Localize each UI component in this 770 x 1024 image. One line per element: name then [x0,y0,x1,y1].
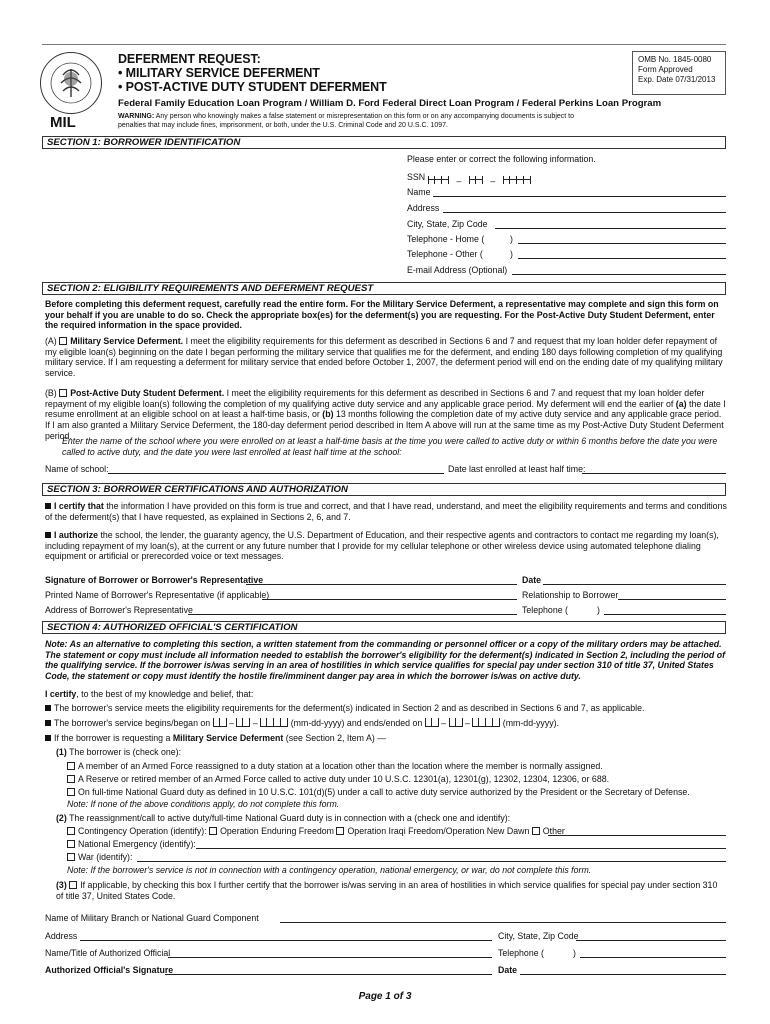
official-name-label: Name/Title of Authorized Official [45,948,171,958]
page-number: Page 1 of 3 [358,991,412,1002]
phone-other-field[interactable] [518,258,726,259]
official-telephone-paren: ) [573,948,576,958]
bullet-3-a: If the borrower is requesting a [54,733,171,743]
name-field[interactable] [433,196,726,197]
question-2 [56,813,510,824]
form-title: DEFERMENT REQUEST: [118,52,261,66]
borrower-signature-field[interactable] [246,584,517,585]
city-field[interactable] [495,228,726,229]
q2-other-field[interactable] [548,835,726,836]
rep-telephone-paren: ) [597,605,600,615]
relationship-field[interactable] [618,599,726,600]
bullet-square [45,532,51,538]
date-dash: – [252,718,258,728]
q2-other-checkbox[interactable] [532,827,540,835]
top-rule [42,44,726,45]
q1-option-2 [67,774,609,785]
q2-iraqi-freedom-text: Operation Iraqi Freedom/Operation New Dawn [347,826,530,836]
official-signature-label: Authorized Official's Signature [45,965,174,975]
official-signature-field[interactable] [165,974,492,975]
q2-national-emergency-checkbox[interactable] [67,840,75,848]
official-bullet-2 [45,718,559,729]
option-a-checkbox[interactable] [59,337,67,345]
q2-option-2 [67,839,196,850]
phone-home-paren: ) [510,234,513,244]
last-enrolled-field[interactable] [582,473,726,474]
q1-option-1 [67,761,603,772]
option-a-label: (A) [45,336,57,346]
question-3-label: (3) [56,880,67,890]
q1-option-3-text: On full-time National Guard duty as defined in 10 U.S.C. 101(d)(5) under a call to active duty service authorized by the President or the Secretary of Defense. [78,787,690,797]
q2-contingency-text: Contingency Operation (identify): [78,826,207,836]
official-name-field[interactable] [168,957,492,958]
service-end-field[interactable] [425,718,501,728]
section1-intro: Please enter or correct the following information. [407,154,596,164]
official-bullet-3 [45,733,386,744]
service-end-label: (mm-dd-yyyy) and ends/ended on [290,718,423,728]
official-address-label: Address [45,931,78,941]
department-seal [40,52,102,114]
option-b-a: (a) [675,398,687,409]
section2-intro: Before completing this deferment request, carefully read the entire form. For the Military Service Deferment, a representative may complete and sign this form on your behalf if you are unable to do so. Check the appropriate box(es) for the deferment(s) you are requesting. For the Post-Active Duty Student Deferment, enter the required information in the space provided. [45,299,719,331]
q2-war-text: War (identify): [78,852,133,862]
option-b [45,388,727,442]
q1-option-2-checkbox[interactable] [67,775,75,783]
service-end-format: (mm-dd-yyyy). [502,718,559,728]
certify-text: the information I have provided on this form is true and correct, and that I have read, understand, and meet the eligibility requirements and terms and conditions of the deferment(s) that I have requested, as explained in Sections 2, 6, and 7. [45,501,727,522]
question-1-text: The borrower is (check one): [69,747,182,757]
service-begin-label: The borrower's service begins/began on [54,718,211,728]
school-field[interactable] [108,473,444,474]
date-dash: – [441,718,447,728]
q2-enduring-freedom-text: Operation Enduring Freedom [220,826,334,836]
q2-contingency-checkbox[interactable] [67,827,75,835]
address-field[interactable] [443,212,726,213]
last-enrolled-label: Date last enrolled at least half time: [448,464,586,474]
q2-option-3 [67,852,132,863]
borrower-date-label: Date [522,575,542,585]
warning-body: Any person who knowingly makes a false statement or misrepresentation on this form or on any accompanying documents is subject to penalties that may include fines, imprisonment, or both, under the U.S. Criminal Code and 20 U.S.C. 1097. [118,113,574,129]
official-city-field[interactable] [576,940,726,941]
official-address-field[interactable] [80,940,492,941]
bullet-square [45,705,51,711]
bullet-square [45,503,51,509]
question-1 [56,747,181,758]
official-bullet-1 [45,703,644,714]
question-1-label: (1) [56,747,67,757]
phone-home-label: Telephone - Home ( [407,234,485,244]
official-city-label: City, State, Zip Code [498,931,579,941]
official-certify-bold: I certify [45,689,77,699]
option-b-text-2: the date I resume enrollment at an eligible school on at least a half-time basis, or [45,398,726,420]
q2-national-emergency-text: National Emergency (identify): [78,839,196,849]
bullet-square [45,735,51,741]
bullet-3-b: (see Section 2, Item A) — [285,733,387,743]
email-field[interactable] [512,274,726,275]
official-telephone-field[interactable] [580,957,726,958]
service-begin-field[interactable] [213,718,289,728]
phone-home-field[interactable] [518,243,726,244]
official-certify-text: , to the best of my knowledge and belief, that: [76,689,254,699]
option-b-checkbox[interactable] [59,389,67,397]
section1-header: SECTION 1: BORROWER IDENTIFICATION [42,136,726,149]
option-b-label: (B) [45,388,57,398]
question-3 [56,880,726,901]
authorize-text: the school, the lender, the guaranty agency, the U.S. Department of Education, and their respective agents and contractors to contact me regarding my loan(s), including repayment of my loan(s), at the current or any future number that I provide for my cellular telephone or other wireless device using automated telephone dialing equipment or artificial or prerecorded voice or text messages. [45,530,719,562]
section4-header: SECTION 4: AUTHORIZED OFFICIAL'S CERTIFICATION [42,621,726,634]
official-date-label: Date [498,965,518,975]
program-line: Federal Family Education Loan Program / William D. Ford Federal Direct Loan Program / Federal Perkins Loan Program [118,98,662,109]
name-label: Name [407,187,431,197]
form-subtitle-post-active: • POST-ACTIVE DUTY STUDENT DEFERMENT [118,80,387,94]
rep-address-field[interactable] [188,614,517,615]
q1-option-2-text: A Reserve or retired member of an Armed Force called to active duty under 10 U.S.C. 12301(a), 12301(g), 12302, 12304, 12306, or 688. [78,774,610,784]
rep-telephone-field[interactable] [604,614,726,615]
printed-name-field[interactable] [262,599,517,600]
question-2-label: (2) [56,813,67,823]
q2-iraqi-freedom-checkbox[interactable] [336,827,344,835]
phone-other-label: Telephone - Other ( [407,249,483,259]
bullet-square [45,720,51,726]
address-label: Address [407,203,440,213]
city-label: City, State, Zip Code [407,219,488,229]
q1-option-3-checkbox[interactable] [67,788,75,796]
omb-box [632,51,726,95]
q1-option-1-checkbox[interactable] [67,762,75,770]
certify-paragraph [45,501,727,522]
q2-enduring-freedom-checkbox[interactable] [209,827,217,835]
omb-approved: Form Approved [638,65,693,74]
omb-number: OMB No. 1845-0080 [638,55,712,64]
option-b-instruction: Enter the name of the school where you were enrolled on at least a half-time basis at the time you were called to active duty or within 6 months before the date you were called to active duty, and the date you were last enrolled at least half time at the school: [62,436,718,457]
question-2-text: The reassignment/call to active duty/full-time National Guard duty is in connection with a (check one and identify): [69,813,511,823]
official-telephone-label: Telephone ( [498,948,544,958]
borrower-signature-label: Signature of Borrower or Borrower's Representative [45,575,264,585]
q1-option-1-text: A member of an Armed Force reassigned to a duty station at a location other than the location where the member is normally assigned. [78,761,603,771]
option-a-title: Military Service Deferment. [70,336,184,346]
q2-war-checkbox[interactable] [67,853,75,861]
option-b-title: Post-Active Duty Student Deferment. [70,388,225,398]
rep-telephone-label: Telephone ( [522,605,568,615]
branch-field[interactable] [280,922,726,923]
question-3-text: If applicable, by checking this box I further certify that the borrower is/was serving in an area of hostilities in which service qualifies for special pay under section 310 of title 37, United States Code. [56,880,718,901]
branch-label: Name of Military Branch or National Guard Component [45,913,259,923]
option-a-text: I meet the eligibility requirements for this deferment as described in Sections 6 and 7 and request that my loan holder defer repayment of my eligible loan(s) beginning on the date I began performing the military service that qualifies me for the deferment, and ending 180 days following completion of my qualifying military service. If I am requesting a deferment for military service that ended before October 1, 2007, the deferment period will end on the ending date of my qualifying military service. [45,336,723,379]
school-label: Name of school: [45,464,109,474]
section2-header: SECTION 2: ELIGIBILITY REQUIREMENTS AND DEFERMENT REQUEST [42,282,726,295]
q2-option-1 [67,826,565,837]
q2-other-text: Other [542,826,565,836]
q1-note: Note: If none of the above conditions apply, do not complete this form. [67,799,340,809]
date-dash: – [229,718,235,728]
borrower-date-field[interactable] [543,584,726,585]
ssn-field[interactable]: – – [428,171,531,189]
official-bullet-1-text: The borrower's service meets the eligibility requirements for the deferment(s) indicated in Section 2 and as described in Sections 6 and 7, as applicable. [54,703,645,713]
official-certify [45,689,253,700]
warning-label: WARNING: [118,113,155,120]
warning-text [118,112,598,130]
date-dash: – [464,718,470,728]
option-a [45,336,727,379]
authorize-paragraph [45,530,727,562]
q2-war-field[interactable] [137,861,726,862]
section3-header: SECTION 3: BORROWER CERTIFICATIONS AND AUTHORIZATION [42,483,726,496]
option-b-text-3: 13 months following the completion date of my active duty service and any applicable grace period. If I am also granted a Military Service Deferment, the 180-day deferment period described in Item A above will run at the same time as my Post-Active Duty Student Deferment period. [45,409,724,441]
certify-bold: I certify that [54,501,104,511]
option-b-text-1: I meet the eligibility requirements for this deferment as described in Sections 6 and 7 and request that my loan holder defer repayment of my eligible loan(s) following the completion of my qualifying active duty service and any applicable grace period. My deferment will end the earlier of [45,388,705,409]
authorize-bold: I authorize [54,530,98,540]
option-b-b: (b) [322,409,334,420]
q1-option-3 [67,787,690,798]
relationship-label: Relationship to Borrower [522,590,619,600]
section4-note: Note: As an alternative to completing this section, a written statement from the commanding or personnel officer or a copy of the military orders may be attached. The statement or copy must include all information needed to establish the borrower's eligibility for the deferment(s) indicated in Section 2, including the period of the qualifying service. If the borrower is/was serving in an area of hostilities in which service qualifies for special pay under section 310 of title 37, United States Code, the statement or copy must identify the hostile fire/imminent danger pay area in which the borrower is/was on active duty. [45,639,726,682]
q3-checkbox[interactable] [69,881,77,889]
form-subtitle-military: • MILITARY SERVICE DEFERMENT [118,66,320,80]
rep-address-label: Address of Borrower's Representative [45,605,193,615]
q2-national-emergency-field[interactable] [196,848,726,849]
ssn-label: SSN [407,172,426,182]
printed-name-label: Printed Name of Borrower's Representative (if applicable) [45,590,270,600]
official-date-field[interactable] [520,974,726,975]
bullet-3-bold: Military Service Deferment [172,733,284,743]
phone-other-paren: ) [510,249,513,259]
form-code: MIL [50,114,76,131]
email-label: E-mail Address (Optional) [407,265,508,275]
q2-note: Note: If the borrower's service is not in connection with a contingency operation, national emergency, or war, do not complete this form. [67,865,592,875]
omb-exp-date: Exp. Date 07/31/2013 [638,75,716,84]
